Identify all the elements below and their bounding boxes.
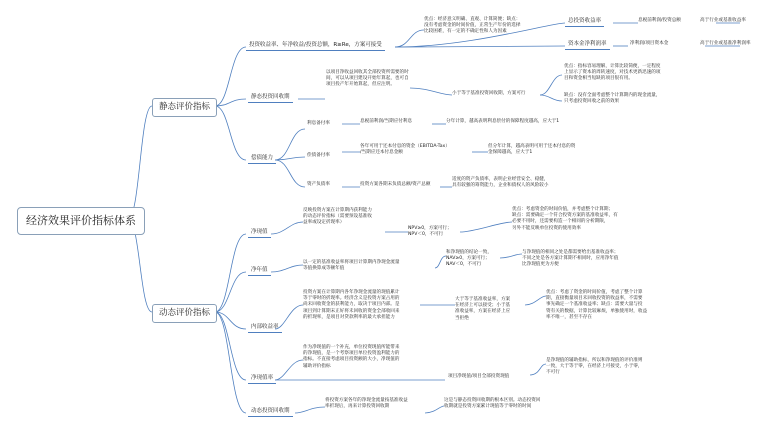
interest-coverage-node[interactable]: 利息备付率 (307, 121, 330, 126)
npv-pros-cons: 优点：考虑资金的时间价值，并考虑整个计算期； 缺点：需要确定一个符合投资方案的基准收益率，有 必要不用时，还需要构造一个相同的分析期限， 另外不能反映单位投资的使用效率 (512, 207, 618, 231)
dynamic-indicators-node[interactable] (152, 304, 217, 323)
npv-criterion: NPV≥0，方案可行； NPV＜0，不可行 (408, 226, 452, 238)
npv-ratio-formula: 项目净现值/项目全部投资现值 (448, 374, 510, 379)
npv-ratio-note: 是净现值的辅助指标，所以和净现值的评价准则 一致，大于等于零，在经济上可接受，小于零， 不可行 (546, 358, 643, 376)
roi-node[interactable]: 投资收益率、年净收益/投资总额，R≥Re，方案可接受 (246, 41, 385, 51)
asset-liability-criterion: 适度的资产负债率，表明企业经营安全、稳健， 具有较强的筹资能力，企业和债权人的风险较小 (452, 177, 549, 189)
static-payback-description: 以项目净收益回收其全部投资所需要的时 间，可以从项目建设开始年算起，也可自 项目投产年开始算起，但应注明。 (326, 70, 409, 88)
static-payback-pros: 优点：指标容易理解，计算比较简便，一定程度 上显示了资本的周转速度，对技术更新迅速的项 目和资金相当短缺的项目很有用。 (564, 64, 661, 82)
static-indicators-label: 静态评价指标 (159, 102, 211, 112)
internal-rate-criterion: 大于等于基准收益率，方案 在经济上可以接受；小于基 准收益率，方案在经济上应 当拒绝 (455, 297, 511, 321)
static-indicators-node[interactable] (152, 98, 217, 117)
total-roi-node[interactable]: 总投资收益率 (565, 17, 604, 27)
internal-rate-description: 投资方案在计算期内各年净现金流量的现值累计 等于零时的折现率。经济含义是投资方案占用的 尚未回收资金的获利能力，取决于项目内部。是 项目到计算期末正好将未回收的资金全部收回来 的折现率，是项目对贷款利率的最大承担能力 (303, 290, 400, 320)
roi-description: 优点：经济意义明确、直观、计算简便；缺点： 没有考虑资金的时间价值，正常生产年份的选择 比较困难，有一定的不确定性和人为因素 (424, 17, 521, 35)
npv-node[interactable]: 净现值 (248, 228, 271, 238)
debt-service-criterion: 但分年计算，越高表明可用于还本付息的资 金保障越高，应大于1 (488, 144, 576, 156)
nav-description: 以一定的基准收益率将项目计算期内净现金流量 等值换算成等额年值 (303, 260, 400, 272)
capital-profit-node[interactable]: 资本金净利润率 (565, 40, 610, 50)
npv-ratio-node[interactable]: 净现值率 (248, 374, 276, 384)
npv-ratio-description: 作为净现值的一个补充，单位投资现值所能带来 的净现值，是一个考察项目单位投资盈利能力的 指标。不直接考虑项目投资额的大小，净现值的 辅助评价指标 (303, 345, 400, 369)
dynamic-payback-note: 这是与静态投资回收期的根本区别。动态投资回 收期就是投资方案累计现值等于零时的时间 (444, 398, 541, 410)
total-roi-formula: 息税前利润/投资总额 (638, 18, 681, 23)
interest-coverage-formula: 息税前利润/当期应付利息 (360, 119, 413, 124)
root-label: 经济效果评价指标体系 (26, 214, 136, 227)
nav-node[interactable]: 净年值 (248, 266, 271, 276)
asset-liability-formula: 投资方案各期末负债总额/资产总额 (360, 182, 431, 187)
npv-description: 反映投资方案在计算期内获利能力 的动态评价指标（需要预设基准收 益率或设定折现率） (303, 208, 372, 226)
internal-rate-pros-cons: 优点：考虑了资金的时间价值，考虑了整个计算 期，直接衡量项目未回收投资的收益率，不需要 事先确定一个基准收益率；缺点：需要大量与投 资有关的数据，计算比较麻烦，单独使用时，收益 率不唯一，甚至不存在 (546, 290, 648, 320)
solvency-node[interactable]: 偿债能力 (248, 154, 276, 164)
capital-profit-criterion: 高于行业或基准净利润率 (700, 41, 751, 46)
dynamic-indicators-label: 动态评价指标 (159, 308, 211, 318)
interest-coverage-criterion: 分年计算，越高表明利息偿付的保障程度越高，应大于1 (446, 119, 560, 124)
dynamic-payback-node[interactable]: 动态投资回收期 (248, 407, 293, 417)
debt-service-node[interactable]: 偿债备付率 (307, 153, 330, 158)
static-payback-cons: 缺点：没有全面考虑整个计算期内的现金流量， 只考虑投资回收之前的效果 (564, 93, 661, 105)
internal-rate-node[interactable]: 内部收益率 (248, 323, 282, 333)
root-node[interactable] (17, 207, 145, 235)
nav-criterion: 和净现值的结论一致， NAV≥0，方案可行； NAV＜0，不可行 (446, 250, 492, 268)
capital-profit-formula: 净利润/项目资本金 (630, 41, 669, 46)
static-payback-node[interactable]: 静态投资回收期 (248, 93, 293, 103)
static-payback-criterion: 小于等于基准投资回收期，方案可行 (452, 91, 526, 96)
dynamic-payback-description: 将投资方案各年的净现金流量按基准收益 率折现后，再来计算投资回收期 (325, 398, 408, 410)
asset-liability-node[interactable]: 资产负债率 (307, 182, 330, 187)
total-roi-criterion: 高于行业或基准收益率 (700, 18, 746, 23)
nav-note: 与净现值的相同之处是都需要给出基准收益率； 不同之处是各方案计算期不相同时，应用净年值 比净现值更为方便 (522, 250, 619, 268)
debt-service-formula: 各年可用于还本付息的资金（EBITDA-Tax） /当期应还本付息金额 (360, 144, 450, 156)
